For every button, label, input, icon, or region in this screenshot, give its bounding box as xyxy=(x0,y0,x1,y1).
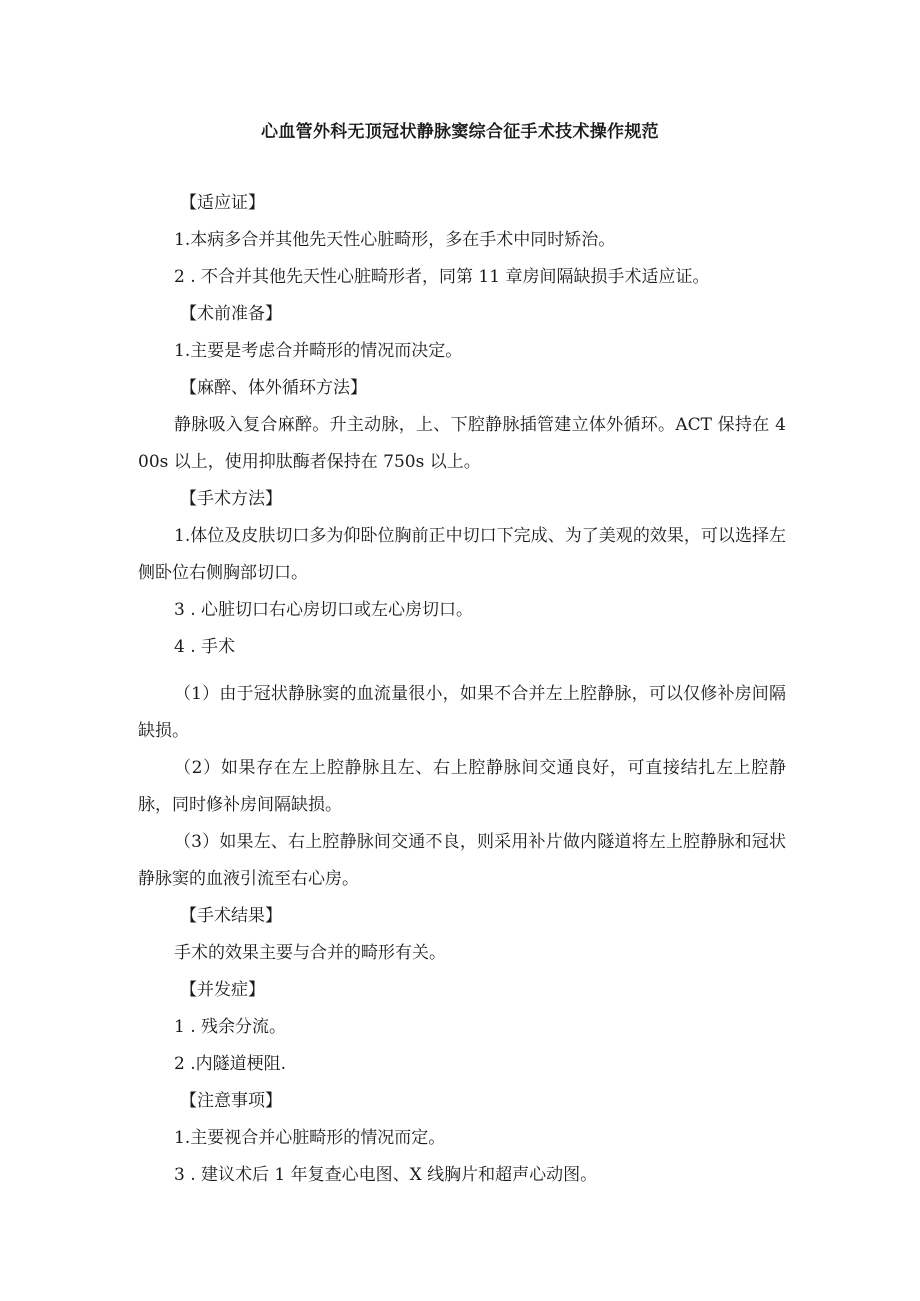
paragraph: 2 . 不合并其他先天性心脏畸形者，同第 11 章房间隔缺损手术适应证。 xyxy=(174,267,710,287)
section-heading-preparation: 【术前准备】 xyxy=(180,304,282,324)
paragraph: 3 . 建议术后 1 年复查心电图、X 线胸片和超声心动图。 xyxy=(174,1165,598,1185)
section-heading-notes: 【注意事项】 xyxy=(180,1091,282,1111)
paragraph: 静脉吸入复合麻醉。升主动脉，上、下腔静脉插管建立体外循环。ACT 保持在 400s 以上，使用抑肽酶者保持在 750s 以上。 xyxy=(138,415,786,472)
section-heading-anesthesia: 【麻醉、体外循环方法】 xyxy=(180,378,367,398)
paragraph: 1 . 残余分流。 xyxy=(174,1017,287,1037)
paragraph: 1.主要是考虑合并畸形的情况而决定。 xyxy=(174,341,463,361)
paragraph: （1）由于冠状静脉窦的血流量很小，如果不合并左上腔静脉，可以仅修补房间隔缺损。 xyxy=(138,684,786,741)
paragraph: 手术的效果主要与合并的畸形有关。 xyxy=(174,943,446,963)
paragraph: 4 . 手术 xyxy=(174,637,236,657)
paragraph: 1.体位及皮肤切口多为仰卧位胸前正中切口下完成、为了美观的效果，可以选择左侧卧位右侧胸部切口。 xyxy=(138,526,786,583)
section-heading-complications: 【并发症】 xyxy=(180,980,265,1000)
paragraph: （2）如果存在左上腔静脉且左、右上腔静脉间交通良好，可直接结扎左上腔静脉，同时修补房间隔缺损。 xyxy=(138,758,786,815)
section-heading-method: 【手术方法】 xyxy=(180,489,282,509)
paragraph: 2 .内隧道梗阻. xyxy=(174,1054,287,1074)
section-heading-indications: 【适应证】 xyxy=(180,193,265,213)
paragraph: 1.主要视合并心脏畸形的情况而定。 xyxy=(174,1128,446,1148)
paragraph: 1.本病多合并其他先天性心脏畸形，多在手术中同时矫治。 xyxy=(174,230,616,250)
paragraph: 3 . 心脏切口右心房切口或左心房切口。 xyxy=(174,600,474,620)
document-body xyxy=(138,185,786,1194)
document-title: 心血管外科无顶冠状静脉窦综合征手术技术操作规范 xyxy=(261,122,659,142)
section-heading-results: 【手术结果】 xyxy=(180,906,282,926)
paragraph: （3）如果左、右上腔静脉间交通不良，则采用补片做内隧道将左上腔静脉和冠状静脉窦的血液引流至右心房。 xyxy=(138,832,786,889)
